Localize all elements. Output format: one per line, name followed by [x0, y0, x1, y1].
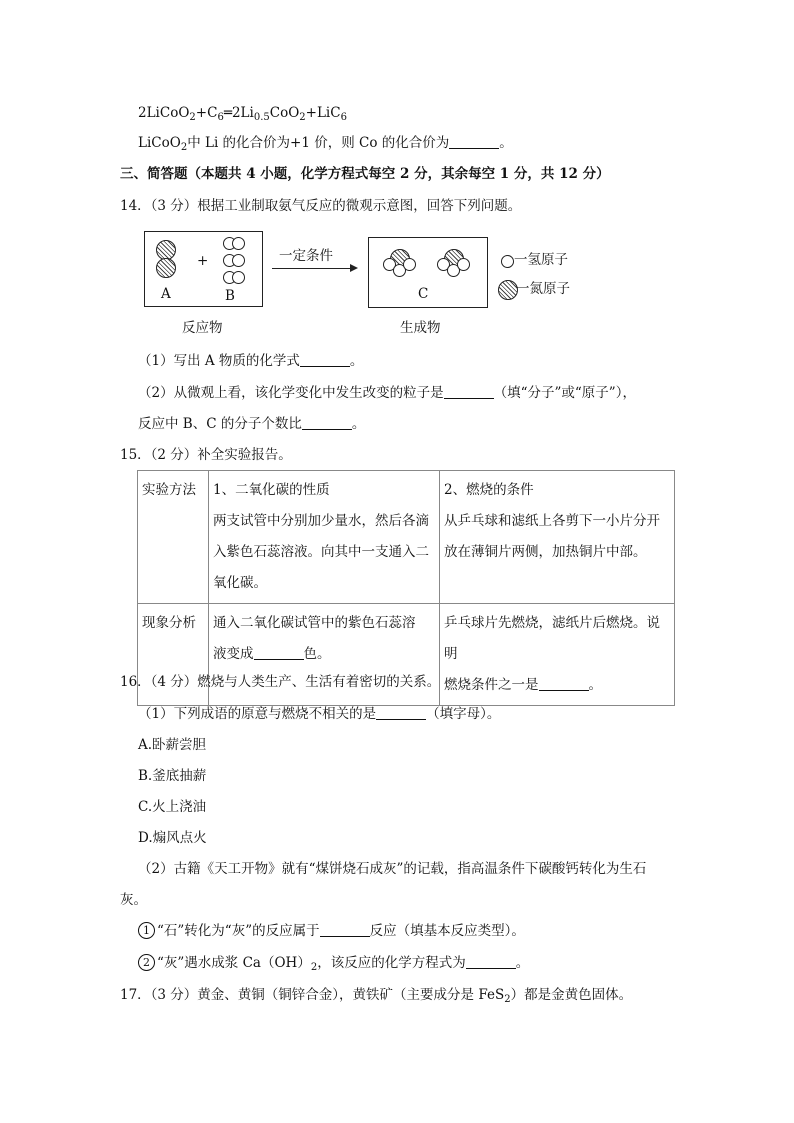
cell-title: 1、二氧化碳的性质 [213, 482, 330, 498]
legend-hydrogen-label: 一氢原子 [514, 252, 568, 268]
q14-sub1 [138, 351, 363, 371]
reaction-condition: 一定条件 [279, 248, 333, 264]
subscript: 2 [180, 142, 188, 153]
text: 反应中 B、C 的分子个数比 [138, 416, 302, 432]
cell-text: 两支试管中分别加少量水，然后各滴 [213, 513, 429, 529]
eq-part: +LiC [305, 105, 341, 121]
label-c: C [418, 286, 429, 302]
text: 17．（3 分）黄金、黄铜（铜锌合金），黄铁矿（主要成分是 FeS [120, 987, 505, 1003]
nitrogen-atom [156, 240, 176, 260]
cell-text: 乒乓球片先燃烧，滤纸片后燃烧。说明 [444, 615, 660, 662]
option-c: C.火上浇油 [138, 799, 207, 815]
text: 。 [351, 416, 366, 432]
cell-text: 放在薄铜片两侧，加热铜片中部。 [444, 544, 647, 560]
section-heading: 三、简答题（本题共 4 小题，化学方程式每空 2 分，其余每空 1 分，共 12 分） [120, 166, 610, 182]
hydrogen-atom [232, 237, 245, 250]
q14-stem: 14．（3 分）根据工业制取氨气反应的微观示意图，回答下列问题。 [120, 198, 522, 214]
eq-sub: 6 [340, 112, 347, 123]
q13-valence-question [138, 133, 513, 158]
legend-nitrogen-icon [498, 280, 518, 300]
cell-text [213, 639, 435, 670]
q17-stem [120, 985, 632, 1010]
answer-blank[interactable] [302, 415, 352, 430]
text: 中 Li 的化合价为+1 价，则 Co 的化合价为 [187, 135, 450, 151]
text: 色。 [303, 646, 331, 662]
text: ）都是金黄色固体。 [510, 987, 633, 1003]
answer-blank[interactable] [254, 645, 304, 660]
q16-sub1 [138, 704, 500, 724]
answer-blank[interactable] [449, 134, 499, 149]
table-cell [209, 471, 440, 604]
q16-item1 [138, 921, 525, 941]
q14-sub2b [138, 414, 365, 434]
eq-part: 2Li [231, 105, 254, 121]
option-d: D.煽风点火 [138, 830, 207, 846]
q16-item2 [138, 953, 529, 978]
label-b: B [225, 288, 235, 304]
subscript: 2 [504, 994, 511, 1005]
label-a: A [161, 286, 171, 302]
text: 。 [515, 955, 530, 971]
text: （填“分子”或“原子”）， [493, 385, 636, 401]
plus-sign: + [197, 253, 209, 269]
text: LiCoO [138, 135, 181, 151]
text: 。 [349, 353, 364, 369]
text: “灰”遇水成浆 Ca（OH） [157, 955, 311, 971]
legend-hydrogen-icon [501, 255, 514, 268]
reaction-arrow [272, 268, 352, 269]
equation-line [138, 103, 347, 128]
q16-stem: 16．（4 分）燃烧与人类生产、生活有着密切的关系。 [120, 674, 441, 690]
table-row [138, 471, 675, 604]
hydrogen-atom [403, 258, 416, 271]
experiment-report-table [137, 470, 675, 706]
answer-blank[interactable] [376, 705, 426, 720]
answer-blank[interactable] [444, 384, 494, 399]
cell-title: 2、燃烧的条件 [444, 482, 534, 498]
text: 。 [588, 677, 602, 693]
hydrogen-atom [232, 254, 245, 267]
row-header: 现象分析 [138, 604, 209, 706]
text: ，该反应的化学方程式为 [317, 955, 466, 971]
eq-arrow: ═ [223, 105, 232, 121]
answer-blank[interactable] [539, 676, 589, 691]
text: （1）写出 A 物质的化学式 [138, 353, 300, 369]
hydrogen-atom [457, 258, 470, 271]
option-b: B.釜底抽薪 [138, 768, 207, 784]
q14-sub2 [138, 383, 636, 403]
circled-number: 1 [138, 922, 155, 939]
text: 反应（填基本反应类型）。 [369, 923, 525, 939]
text: “石”转化为“灰”的反应属于 [157, 923, 320, 939]
cell-text: 通入二氧化碳试管中的紫色石蕊溶 [213, 615, 416, 631]
cell-text: 从乒乓球和滤纸上各剪下一小片分开 [444, 513, 660, 529]
text: 燃烧条件之一是 [444, 677, 539, 693]
text: （填字母）。 [426, 706, 501, 722]
caption-products: 生成物 [400, 320, 441, 336]
cell-text: 氧化碳。 [213, 575, 267, 591]
cell-text: 入紫色石蕊溶液。向其中一支通入二 [213, 544, 429, 560]
cell-text [444, 670, 670, 701]
legend-nitrogen-label: 一氮原子 [516, 281, 570, 297]
caption-reactants: 反应物 [182, 320, 223, 336]
eq-sub: 2 [189, 112, 196, 123]
circled-number: 2 [138, 954, 155, 971]
table-cell [440, 604, 675, 706]
eq-sub: 2 [299, 112, 306, 123]
option-a: A.卧薪尝胆 [138, 737, 207, 753]
subscript: 2 [310, 962, 318, 973]
arrow-head-icon [350, 264, 358, 272]
answer-blank[interactable] [300, 352, 350, 367]
answer-blank[interactable] [466, 954, 516, 969]
answer-blank[interactable] [320, 922, 370, 937]
q16-sub2-line1: （2）古籍《天工开物》就有“煤饼烧石成灰”的记载，指高温条件下碳酸钙转化为生石 [138, 861, 647, 877]
row-header: 实验方法 [138, 471, 209, 604]
q16-sub2-line2: 灰。 [120, 892, 147, 908]
eq-part: +C [195, 105, 218, 121]
q15-stem: 15．（2 分）补全实验报告。 [120, 447, 292, 463]
hydrogen-atom [232, 271, 245, 284]
eq-sub: 0.5 [253, 112, 270, 123]
text: （1）下列成语的原意与燃烧不相关的是 [138, 706, 377, 722]
eq-part: CoO [269, 105, 300, 121]
text: （2）从微观上看，该化学变化中发生改变的粒子是 [138, 385, 444, 401]
text: 。 [499, 135, 513, 151]
nitrogen-atom [156, 258, 176, 278]
table-cell [440, 471, 675, 604]
text: 液变成 [213, 646, 254, 662]
eq-part: 2LiCoO [138, 105, 190, 121]
eq-sub: 6 [217, 112, 224, 123]
